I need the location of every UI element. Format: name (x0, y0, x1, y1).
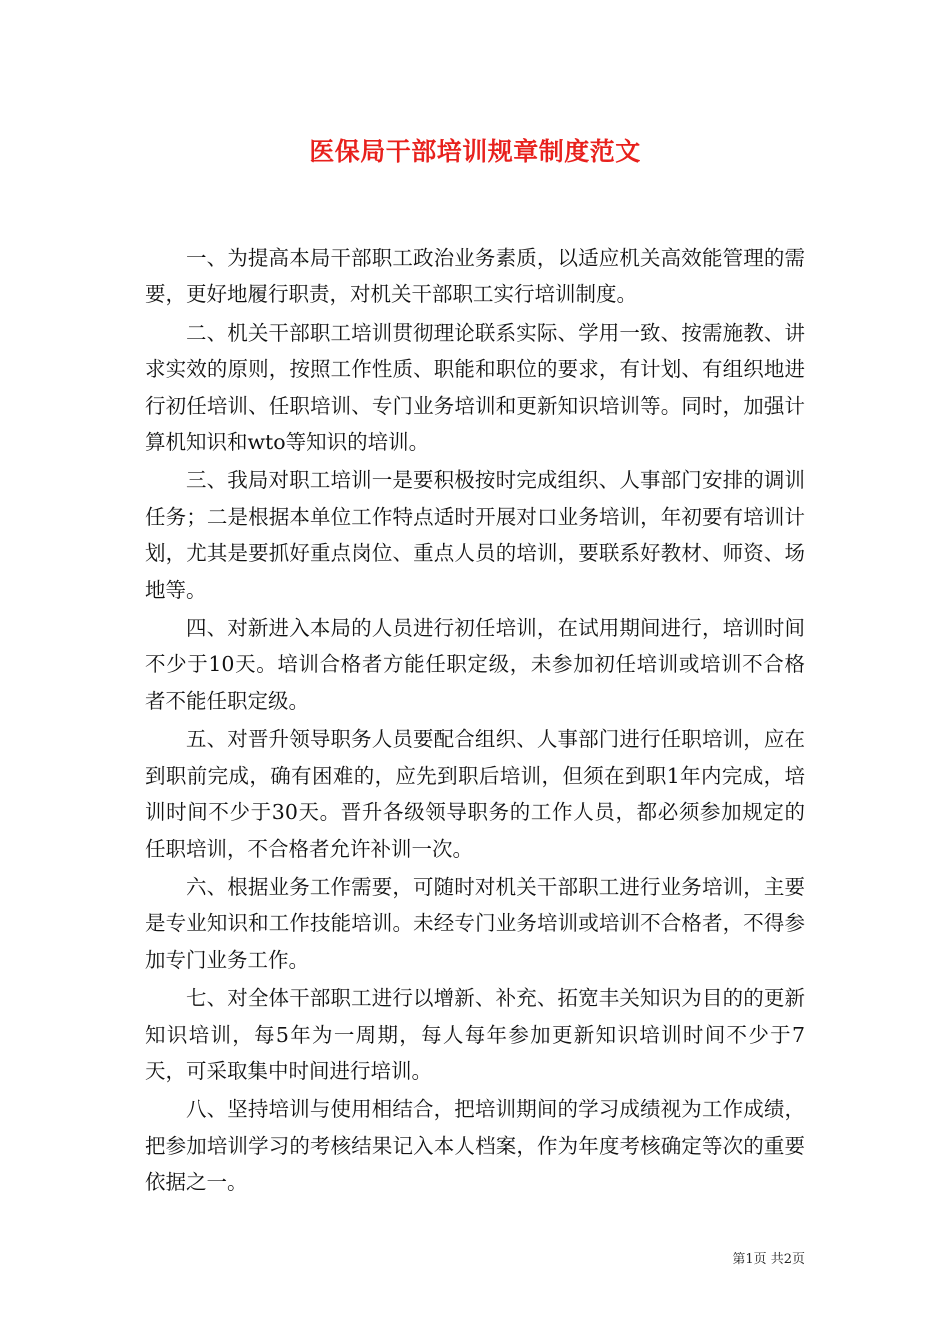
document-title: 医保局干部培训规章制度范文 (309, 137, 641, 166)
paragraph-1: 一、为提高本局干部职工政治业务素质，以适应机关高效能管理的需要，更好地履行职责，对机关干部职工实行培训制度。 (145, 246, 805, 307)
paragraph-6: 六、根据业务工作需要，可随时对机关干部职工进行业务培训，主要是专业知识和工作技能培训。未经专门业务培训或培训不合格者，不得参加专门业务工作。 (145, 874, 805, 972)
document-body (145, 240, 805, 1203)
paragraph-5: 五、对晋升领导职务人员要配合组织、人事部门进行任职培训，应在到职前完成，确有困难的，应先到职后培训，但须在到职1年内完成，培训时间不少于30天。晋升各级领导职务的工作人员，都必须参加规定的任职培训，不合格者允许补训一次。 (145, 727, 805, 861)
paragraph-2: 二、机关干部职工培训贯彻理论联系实际、学用一致、按需施教、讲求实效的原则，按照工作性质、职能和职位的要求，有计划、有组织地进行初任培训、任职培训、专门业务培训和更新知识培训等。同时，加强计算机知识和wto等知识的培训。 (145, 320, 805, 455)
page-number-footer: 第1页 共2页 (732, 1252, 805, 1267)
paragraph-8: 八、坚持培训与使用相结合，把培训期间的学习成绩视为工作成绩，把参加培训学习的考核结果记入本人档案，作为年度考核确定等次的重要依据之一。 (145, 1097, 805, 1195)
paragraph-4: 四、对新进入本局的人员进行初任培训，在试用期间进行，培训时间不少于10天。培训合格者方能任职定级，未参加初任培训或培训不合格者不能任职定级。 (145, 616, 805, 713)
paragraph-7: 七、对全体干部职工进行以增新、补充、拓宽丰关知识为目的的更新知识培训，每5年为一周期，每人每年参加更新知识培训时间不少于7天，可采取集中时间进行培训。 (145, 986, 805, 1083)
paragraph-3: 三、我局对职工培训一是要积极按时完成组织、人事部门安排的调训任务；二是根据本单位工作特点适时开展对口业务培训，年初要有培训计划，尤其是要抓好重点岗位、重点人员的培训，要联系好教材、师资、场地等。 (145, 468, 805, 602)
